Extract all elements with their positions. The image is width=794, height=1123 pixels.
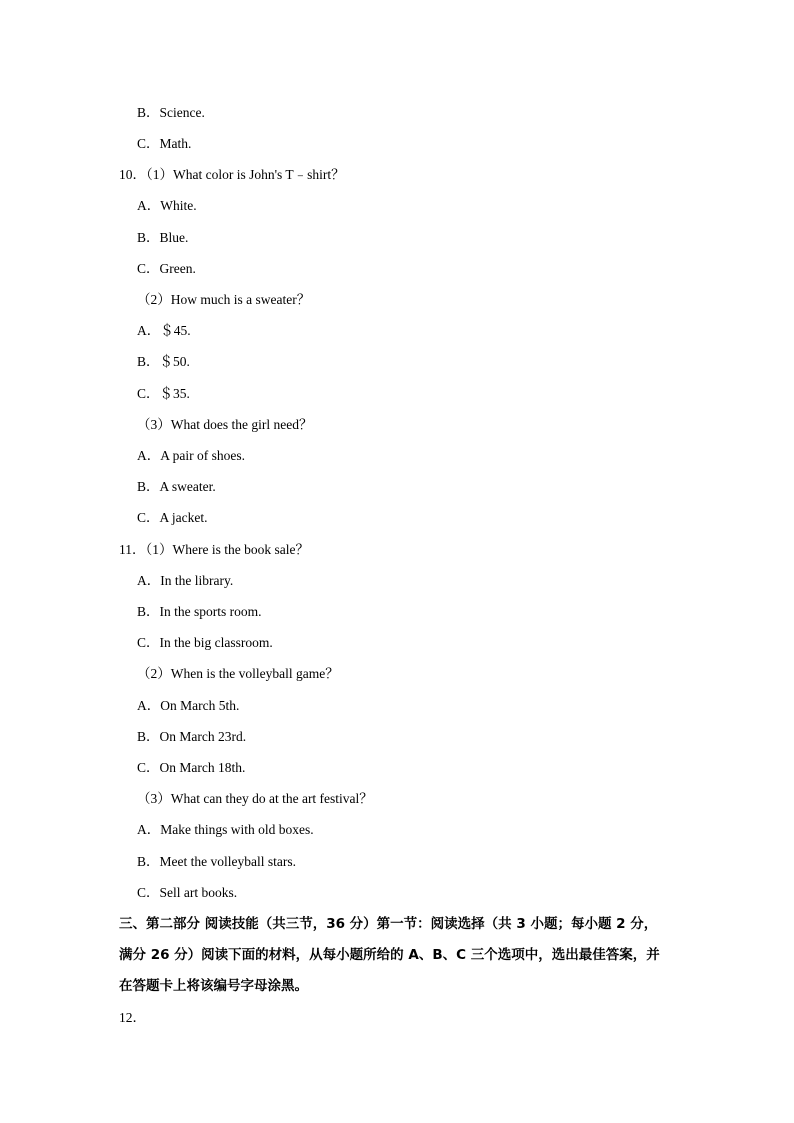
q10-part2-question: （2）How much is a sweater？	[137, 292, 311, 307]
section-heading-line-2: 满分 26 分）阅读下面的材料，从每小题所给的 A、B、C 三个选项中，选出最佳答案，并	[119, 947, 660, 963]
q11-part1-question: 11．（1）Where is the book sale？	[119, 542, 309, 557]
q10-part2-option-a: A．＄45.	[137, 323, 191, 338]
q10-part1-option-b: B．Blue.	[137, 230, 189, 245]
q10-part1-option-c: C．Green.	[137, 261, 196, 276]
q11-part1-option-b: B．In the sports room.	[137, 604, 262, 619]
q10-part3-option-b: B．A sweater.	[137, 479, 216, 494]
q11-part1-option-c: C．In the big classroom.	[137, 635, 273, 650]
section-heading-line-1: 三、第二部分 阅读技能（共三节，36 分）第一节：阅读选择（共 3 小题；每小题 2 分，	[119, 916, 658, 932]
q11-part3-option-c: C．Sell art books.	[137, 885, 238, 900]
q11-part3-option-b: B．Meet the volleyball stars.	[137, 854, 296, 869]
q9-option-c: C．Math.	[137, 136, 192, 151]
q10-part3-option-c: C．A jacket.	[137, 510, 208, 525]
q10-part3-question: （3）What does the girl need？	[137, 417, 313, 432]
q11-part3-option-a: A．Make things with old boxes.	[137, 822, 314, 837]
q11-part2-option-c: C．On March 18th.	[137, 760, 246, 775]
q11-part2-question: （2）When is the volleyball game？	[137, 666, 339, 681]
q11-part3-question: （3）What can they do at the art festival？	[137, 791, 373, 806]
q10-part2-option-c: C．＄35.	[137, 386, 190, 401]
q10-part1-option-a: A．White.	[137, 198, 197, 213]
q11-part2-option-b: B．On March 23rd.	[137, 729, 247, 744]
q9-option-b: B．Science.	[137, 105, 205, 120]
q12-number: 12．	[119, 1010, 146, 1025]
q10-part2-option-b: B．＄50.	[137, 354, 190, 369]
q10-part3-option-a: A．A pair of shoes.	[137, 448, 245, 463]
section-heading-line-3: 在答题卡上将该编号字母涂黑。	[119, 978, 308, 994]
q11-part1-option-a: A．In the library.	[137, 573, 234, 588]
q10-part1-question: 10．（1）What color is John's T﹣shirt？	[119, 167, 345, 182]
q11-part2-option-a: A．On March 5th.	[137, 698, 240, 713]
